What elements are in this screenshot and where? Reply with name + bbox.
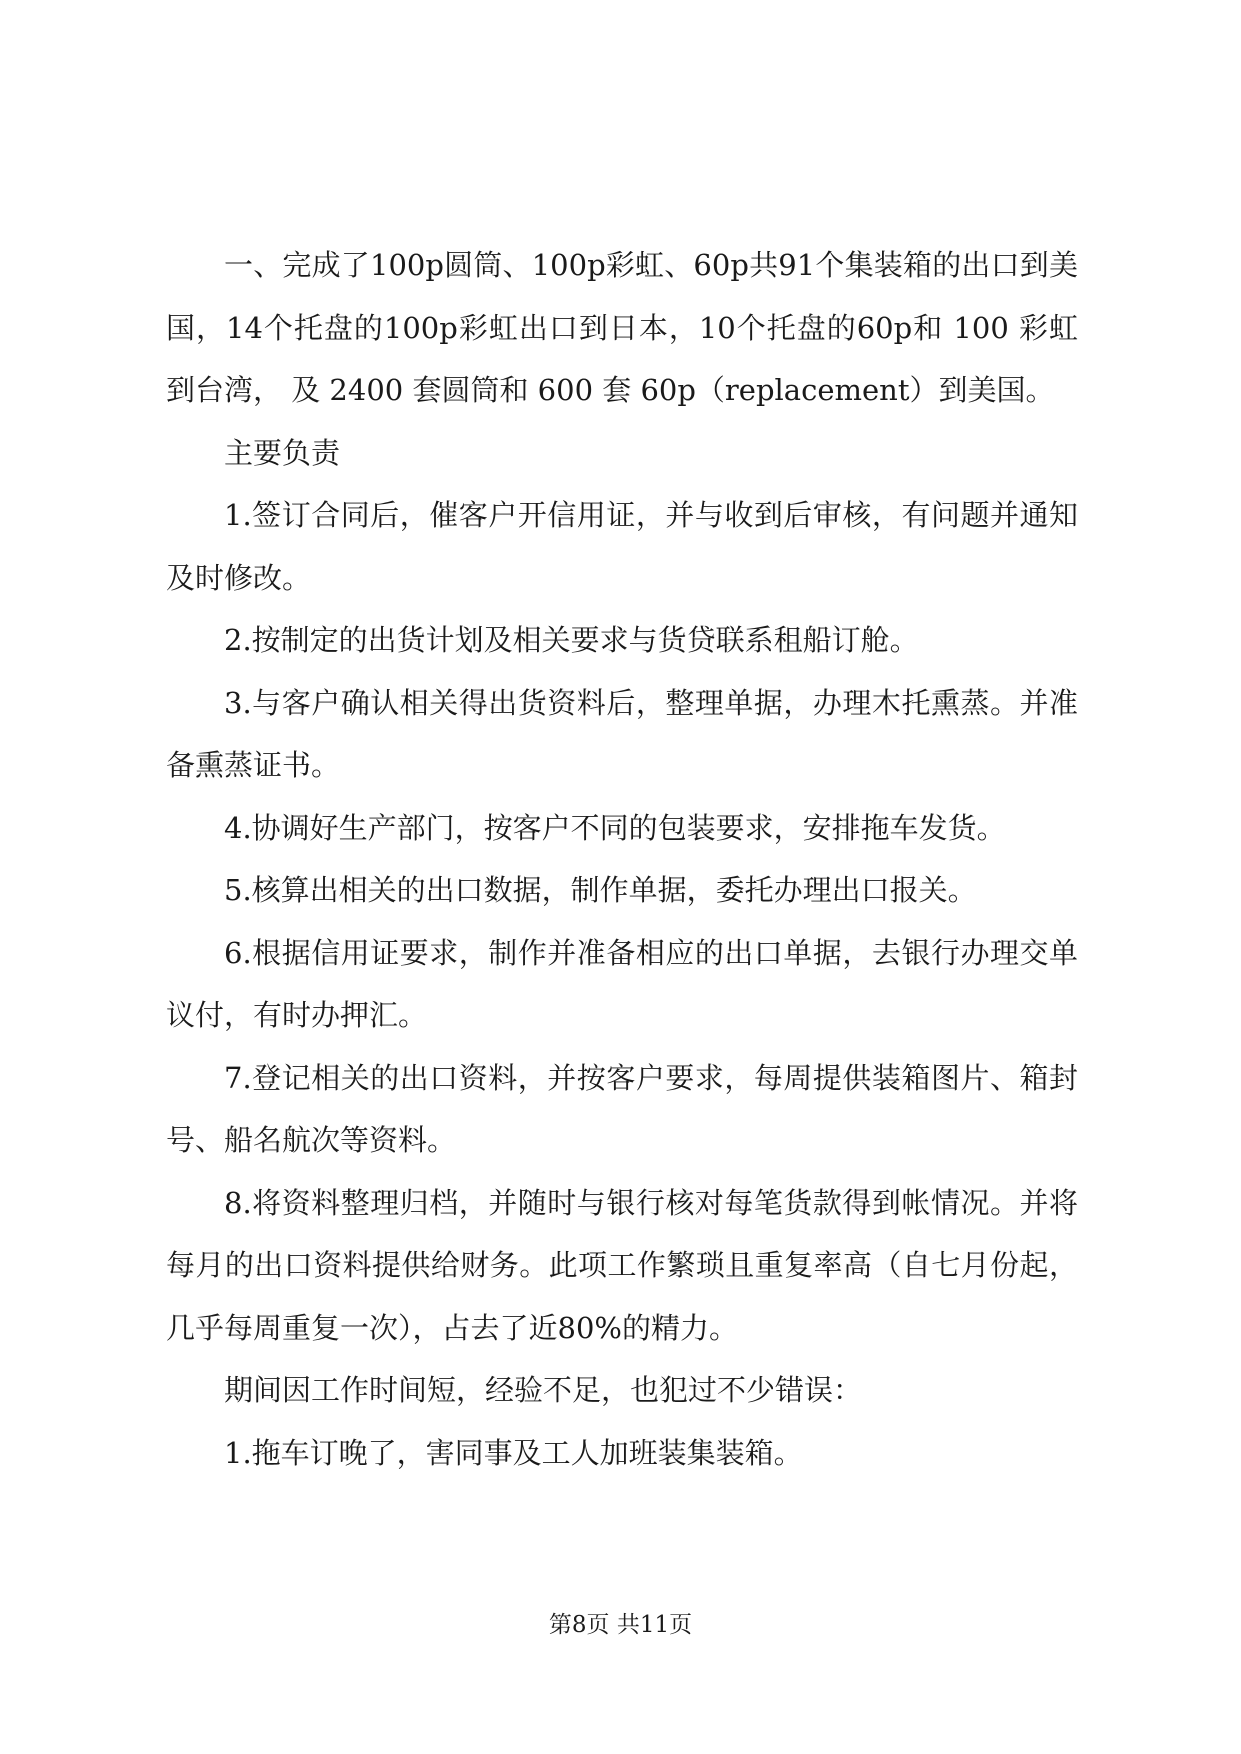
paragraph-item-3: 3.与客户确认相关得出货资料后，整理单据，办理木托熏蒸。并准备熏蒸证书。 xyxy=(166,685,1078,782)
page-number-footer: 第8页 共11页 xyxy=(548,1612,693,1638)
paragraph-item-5: 5.核算出相关的出口数据，制作单据，委托办理出口报关。 xyxy=(224,873,977,907)
paragraph-summary: 一、完成了100p圆筒、100p彩虹、60p共91个集装箱的出口到美国，14个托盘的100p彩虹出口到日本，10个托盘的60p和 100 彩虹到台湾， 及 2400 套圆筒和 600 套 60p（replacement）到美国。 xyxy=(166,248,1078,407)
paragraph-item-8: 8.将资料整理归档，并随时与银行核对每笔货款得到帐情况。并将每月的出口资料提供给财务。此项工作繁琐且重复率高（自七月份起，几乎每周重复一次），占去了近80%的精力。 xyxy=(166,1185,1078,1345)
paragraph-item-1: 1.签订合同后，催客户开信用证，并与收到后审核，有问题并通知及时修改。 xyxy=(166,498,1078,595)
paragraph-mistake-1: 1.拖车订晚了，害同事及工人加班装集装箱。 xyxy=(224,1435,803,1470)
paragraph-mistakes-intro: 期间因工作时间短，经验不足，也犯过不少错误： xyxy=(224,1373,863,1407)
paragraph-item-6: 6.根据信用证要求，制作并准备相应的出口单据，去银行办理交单议付，有时办押汇。 xyxy=(166,935,1078,1032)
document-body xyxy=(166,234,1078,1484)
paragraph-item-4: 4.协调好生产部门，按客户不同的包装要求，安排拖车发货。 xyxy=(224,810,1006,845)
paragraph-heading-responsibilities: 主要负责 xyxy=(224,435,341,470)
paragraph-item-7: 7.登记相关的出口资料，并按客户要求，每周提供装箱图片、箱封号、船名航次等资料。 xyxy=(166,1060,1078,1157)
paragraph-item-2: 2.按制定的出货计划及相关要求与货贷联系租船订舱。 xyxy=(224,623,919,657)
